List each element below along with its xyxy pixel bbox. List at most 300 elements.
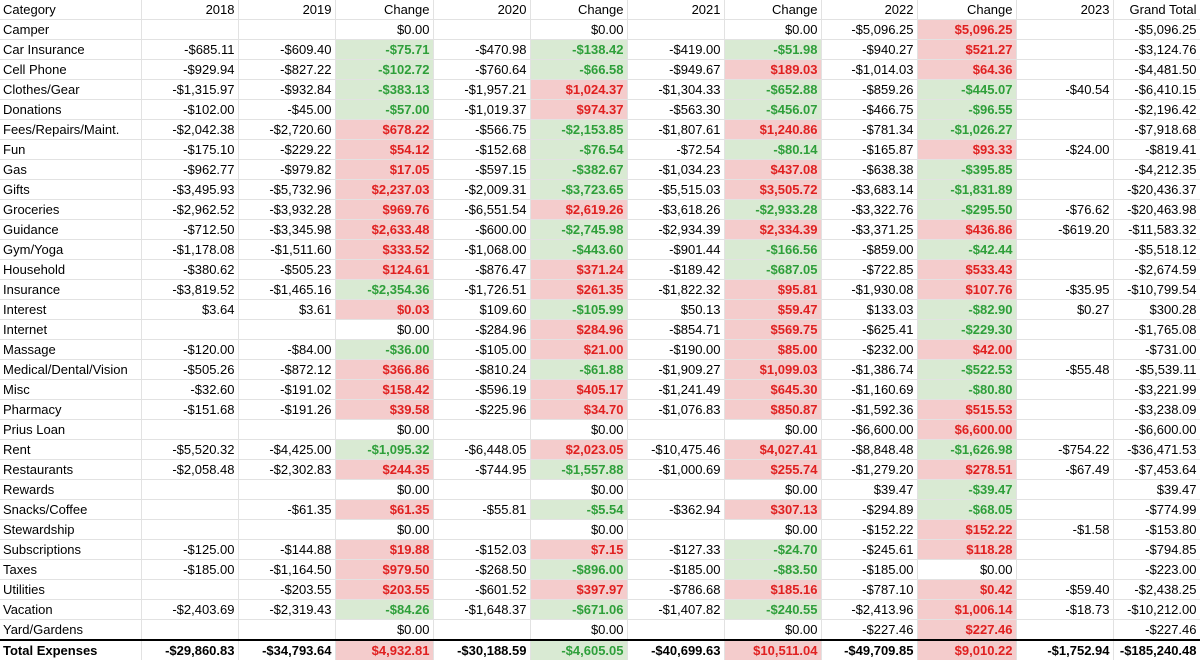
value-cell[interactable]: [1016, 260, 1113, 280]
change-cell[interactable]: -$57.00: [335, 100, 433, 120]
value-cell[interactable]: -$3,618.26: [627, 200, 724, 220]
value-cell[interactable]: $39.47: [1113, 480, 1200, 500]
column-header[interactable]: 2023: [1016, 0, 1113, 20]
value-cell[interactable]: $3.64: [141, 300, 238, 320]
change-cell[interactable]: $405.17: [530, 380, 627, 400]
change-cell[interactable]: $437.08: [724, 160, 821, 180]
value-cell[interactable]: -$245.61: [821, 540, 917, 560]
value-cell[interactable]: -$185,240.48: [1113, 640, 1200, 660]
value-cell[interactable]: -$1,019.37: [433, 100, 530, 120]
value-cell[interactable]: -$1,164.50: [238, 560, 335, 580]
change-cell[interactable]: $333.52: [335, 240, 433, 260]
value-cell[interactable]: -$67.49: [1016, 460, 1113, 480]
value-cell[interactable]: -$20,436.37: [1113, 180, 1200, 200]
change-cell[interactable]: -$68.05: [917, 500, 1016, 520]
change-cell[interactable]: $54.12: [335, 140, 433, 160]
value-cell[interactable]: -$61.35: [238, 500, 335, 520]
value-cell[interactable]: [627, 620, 724, 641]
column-header[interactable]: Change: [917, 0, 1016, 20]
value-cell[interactable]: [141, 320, 238, 340]
change-cell[interactable]: -$2,933.28: [724, 200, 821, 220]
value-cell[interactable]: -$203.55: [238, 580, 335, 600]
change-cell[interactable]: $1,024.37: [530, 80, 627, 100]
value-cell[interactable]: [1016, 160, 1113, 180]
value-cell[interactable]: -$191.26: [238, 400, 335, 420]
value-cell[interactable]: [1016, 240, 1113, 260]
change-cell[interactable]: $0.00: [917, 560, 1016, 580]
value-cell[interactable]: -$1.58: [1016, 520, 1113, 540]
value-cell[interactable]: -$232.00: [821, 340, 917, 360]
value-cell[interactable]: -$5,096.25: [821, 20, 917, 40]
change-cell[interactable]: $19.88: [335, 540, 433, 560]
value-cell[interactable]: -$3,371.25: [821, 220, 917, 240]
value-cell[interactable]: -$7,453.64: [1113, 460, 1200, 480]
value-cell[interactable]: [1016, 320, 1113, 340]
value-cell[interactable]: -$619.20: [1016, 220, 1113, 240]
value-cell[interactable]: [1016, 540, 1113, 560]
change-cell[interactable]: -$671.06: [530, 600, 627, 620]
category-cell[interactable]: Household: [0, 260, 141, 280]
value-cell[interactable]: -$1,241.49: [627, 380, 724, 400]
change-cell[interactable]: -$456.07: [724, 100, 821, 120]
change-cell[interactable]: $678.22: [335, 120, 433, 140]
value-cell[interactable]: $109.60: [433, 300, 530, 320]
change-cell[interactable]: -$1,626.98: [917, 440, 1016, 460]
change-cell[interactable]: -$522.53: [917, 360, 1016, 380]
value-cell[interactable]: [238, 20, 335, 40]
value-cell[interactable]: -$466.75: [821, 100, 917, 120]
value-cell[interactable]: -$6,600.00: [821, 420, 917, 440]
value-cell[interactable]: -$3,238.09: [1113, 400, 1200, 420]
value-cell[interactable]: -$151.68: [141, 400, 238, 420]
value-cell[interactable]: [1016, 420, 1113, 440]
change-cell[interactable]: -$382.67: [530, 160, 627, 180]
change-cell[interactable]: -$2,153.85: [530, 120, 627, 140]
value-cell[interactable]: -$7,918.68: [1113, 120, 1200, 140]
column-header[interactable]: 2019: [238, 0, 335, 20]
change-cell[interactable]: $0.03: [335, 300, 433, 320]
value-cell[interactable]: -$3,683.14: [821, 180, 917, 200]
change-cell[interactable]: $0.00: [335, 480, 433, 500]
value-cell[interactable]: -$600.00: [433, 220, 530, 240]
category-cell[interactable]: Clothes/Gear: [0, 80, 141, 100]
value-cell[interactable]: -$40,699.63: [627, 640, 724, 660]
value-cell[interactable]: -$3,932.28: [238, 200, 335, 220]
change-cell[interactable]: $969.76: [335, 200, 433, 220]
value-cell[interactable]: -$827.22: [238, 60, 335, 80]
value-cell[interactable]: -$229.22: [238, 140, 335, 160]
column-header[interactable]: Change: [335, 0, 433, 20]
value-cell[interactable]: -$2,720.60: [238, 120, 335, 140]
value-cell[interactable]: -$102.00: [141, 100, 238, 120]
value-cell[interactable]: -$3,322.76: [821, 200, 917, 220]
value-cell[interactable]: -$505.23: [238, 260, 335, 280]
value-cell[interactable]: -$18.73: [1016, 600, 1113, 620]
change-cell[interactable]: $1,099.03: [724, 360, 821, 380]
column-header[interactable]: Change: [724, 0, 821, 20]
change-cell[interactable]: $645.30: [724, 380, 821, 400]
category-cell[interactable]: Restaurants: [0, 460, 141, 480]
value-cell[interactable]: -$1,279.20: [821, 460, 917, 480]
value-cell[interactable]: -$859.00: [821, 240, 917, 260]
value-cell[interactable]: [1016, 40, 1113, 60]
change-cell[interactable]: $189.03: [724, 60, 821, 80]
value-cell[interactable]: -$1,386.74: [821, 360, 917, 380]
value-cell[interactable]: -$6,600.00: [1113, 420, 1200, 440]
value-cell[interactable]: [238, 420, 335, 440]
value-cell[interactable]: -$59.40: [1016, 580, 1113, 600]
change-cell[interactable]: $0.00: [335, 520, 433, 540]
value-cell[interactable]: [433, 20, 530, 40]
change-cell[interactable]: -$2,745.98: [530, 220, 627, 240]
value-cell[interactable]: -$35.95: [1016, 280, 1113, 300]
change-cell[interactable]: $521.27: [917, 40, 1016, 60]
value-cell[interactable]: -$6,551.54: [433, 200, 530, 220]
change-cell[interactable]: -$443.60: [530, 240, 627, 260]
value-cell[interactable]: -$152.68: [433, 140, 530, 160]
change-cell[interactable]: $124.61: [335, 260, 433, 280]
value-cell[interactable]: -$36,471.53: [1113, 440, 1200, 460]
change-cell[interactable]: $979.50: [335, 560, 433, 580]
value-cell[interactable]: [141, 480, 238, 500]
value-cell[interactable]: -$786.68: [627, 580, 724, 600]
value-cell[interactable]: [433, 420, 530, 440]
value-cell[interactable]: [141, 20, 238, 40]
category-cell[interactable]: Rewards: [0, 480, 141, 500]
change-cell[interactable]: $0.00: [724, 420, 821, 440]
value-cell[interactable]: -$3,124.76: [1113, 40, 1200, 60]
category-cell[interactable]: Fun: [0, 140, 141, 160]
value-cell[interactable]: -$638.38: [821, 160, 917, 180]
value-cell[interactable]: -$3,495.93: [141, 180, 238, 200]
category-cell[interactable]: Pharmacy: [0, 400, 141, 420]
change-cell[interactable]: -$896.00: [530, 560, 627, 580]
change-cell[interactable]: $569.75: [724, 320, 821, 340]
change-cell[interactable]: $185.16: [724, 580, 821, 600]
value-cell[interactable]: -$153.80: [1113, 520, 1200, 540]
value-cell[interactable]: -$268.50: [433, 560, 530, 580]
value-cell[interactable]: [238, 480, 335, 500]
value-cell[interactable]: -$1,068.00: [433, 240, 530, 260]
value-cell[interactable]: -$1,014.03: [821, 60, 917, 80]
value-cell[interactable]: -$810.24: [433, 360, 530, 380]
value-cell[interactable]: -$6,410.15: [1113, 80, 1200, 100]
value-cell[interactable]: -$2,042.38: [141, 120, 238, 140]
change-cell[interactable]: -$82.90: [917, 300, 1016, 320]
value-cell[interactable]: -$125.00: [141, 540, 238, 560]
change-cell[interactable]: -$5.54: [530, 500, 627, 520]
change-cell[interactable]: -$652.88: [724, 80, 821, 100]
category-cell[interactable]: Camper: [0, 20, 141, 40]
value-cell[interactable]: -$4,212.35: [1113, 160, 1200, 180]
change-cell[interactable]: -$84.26: [335, 600, 433, 620]
value-cell[interactable]: [1016, 560, 1113, 580]
value-cell[interactable]: -$932.84: [238, 80, 335, 100]
value-cell[interactable]: -$34,793.64: [238, 640, 335, 660]
value-cell[interactable]: -$4,481.50: [1113, 60, 1200, 80]
value-cell[interactable]: -$1,765.08: [1113, 320, 1200, 340]
value-cell[interactable]: -$144.88: [238, 540, 335, 560]
category-cell[interactable]: Interest: [0, 300, 141, 320]
change-cell[interactable]: $278.51: [917, 460, 1016, 480]
value-cell[interactable]: -$185.00: [821, 560, 917, 580]
value-cell[interactable]: -$2,674.59: [1113, 260, 1200, 280]
value-cell[interactable]: -$2,438.25: [1113, 580, 1200, 600]
value-cell[interactable]: -$940.27: [821, 40, 917, 60]
change-cell[interactable]: $5,096.25: [917, 20, 1016, 40]
value-cell[interactable]: -$3,221.99: [1113, 380, 1200, 400]
column-header[interactable]: Change: [530, 0, 627, 20]
value-cell[interactable]: -$563.30: [627, 100, 724, 120]
change-cell[interactable]: -$395.85: [917, 160, 1016, 180]
value-cell[interactable]: -$1,752.94: [1016, 640, 1113, 660]
value-cell[interactable]: [627, 20, 724, 40]
value-cell[interactable]: -$731.00: [1113, 340, 1200, 360]
value-cell[interactable]: -$1,304.33: [627, 80, 724, 100]
value-cell[interactable]: [141, 620, 238, 641]
value-cell[interactable]: $0.27: [1016, 300, 1113, 320]
change-cell[interactable]: -$1,831.89: [917, 180, 1016, 200]
value-cell[interactable]: -$10,799.54: [1113, 280, 1200, 300]
value-cell[interactable]: -$29,860.83: [141, 640, 238, 660]
value-cell[interactable]: -$152.03: [433, 540, 530, 560]
value-cell[interactable]: [141, 500, 238, 520]
change-cell[interactable]: $0.00: [335, 320, 433, 340]
value-cell[interactable]: -$120.00: [141, 340, 238, 360]
change-cell[interactable]: $0.00: [335, 420, 433, 440]
change-cell[interactable]: -$229.30: [917, 320, 1016, 340]
change-cell[interactable]: -$36.00: [335, 340, 433, 360]
change-cell[interactable]: $107.76: [917, 280, 1016, 300]
value-cell[interactable]: [238, 520, 335, 540]
value-cell[interactable]: -$3,345.98: [238, 220, 335, 240]
change-cell[interactable]: -$3,723.65: [530, 180, 627, 200]
change-cell[interactable]: $397.97: [530, 580, 627, 600]
value-cell[interactable]: -$2,319.43: [238, 600, 335, 620]
change-cell[interactable]: $307.13: [724, 500, 821, 520]
value-cell[interactable]: -$5,515.03: [627, 180, 724, 200]
value-cell[interactable]: -$10,212.00: [1113, 600, 1200, 620]
value-cell[interactable]: -$419.00: [627, 40, 724, 60]
change-cell[interactable]: $2,619.26: [530, 200, 627, 220]
value-cell[interactable]: -$189.42: [627, 260, 724, 280]
value-cell[interactable]: [433, 520, 530, 540]
change-cell[interactable]: -$51.98: [724, 40, 821, 60]
value-cell[interactable]: -$601.52: [433, 580, 530, 600]
value-cell[interactable]: -$1,465.16: [238, 280, 335, 300]
value-cell[interactable]: -$962.77: [141, 160, 238, 180]
change-cell[interactable]: -$39.47: [917, 480, 1016, 500]
value-cell[interactable]: [627, 520, 724, 540]
change-cell[interactable]: $255.74: [724, 460, 821, 480]
category-cell[interactable]: Subscriptions: [0, 540, 141, 560]
change-cell[interactable]: -$2,354.36: [335, 280, 433, 300]
value-cell[interactable]: -$284.96: [433, 320, 530, 340]
change-cell[interactable]: $1,240.86: [724, 120, 821, 140]
value-cell[interactable]: -$2,196.42: [1113, 100, 1200, 120]
value-cell[interactable]: -$2,302.83: [238, 460, 335, 480]
value-cell[interactable]: -$794.85: [1113, 540, 1200, 560]
value-cell[interactable]: -$2,009.31: [433, 180, 530, 200]
value-cell[interactable]: [141, 580, 238, 600]
value-cell[interactable]: -$609.40: [238, 40, 335, 60]
change-cell[interactable]: $10,511.04: [724, 640, 821, 660]
change-cell[interactable]: -$75.71: [335, 40, 433, 60]
value-cell[interactable]: -$625.41: [821, 320, 917, 340]
value-cell[interactable]: -$72.54: [627, 140, 724, 160]
value-cell[interactable]: -$45.00: [238, 100, 335, 120]
value-cell[interactable]: [1016, 20, 1113, 40]
value-cell[interactable]: -$505.26: [141, 360, 238, 380]
change-cell[interactable]: $3,505.72: [724, 180, 821, 200]
change-cell[interactable]: -$4,605.05: [530, 640, 627, 660]
value-cell[interactable]: -$127.33: [627, 540, 724, 560]
value-cell[interactable]: [1016, 380, 1113, 400]
change-cell[interactable]: $85.00: [724, 340, 821, 360]
value-cell[interactable]: -$165.87: [821, 140, 917, 160]
change-cell[interactable]: -$76.54: [530, 140, 627, 160]
value-cell[interactable]: -$5,096.25: [1113, 20, 1200, 40]
category-cell[interactable]: Utilities: [0, 580, 141, 600]
change-cell[interactable]: $371.24: [530, 260, 627, 280]
value-cell[interactable]: -$1,592.36: [821, 400, 917, 420]
value-cell[interactable]: $133.03: [821, 300, 917, 320]
value-cell[interactable]: -$185.00: [627, 560, 724, 580]
value-cell[interactable]: -$11,583.32: [1113, 220, 1200, 240]
value-cell[interactable]: -$754.22: [1016, 440, 1113, 460]
change-cell[interactable]: $227.46: [917, 620, 1016, 641]
change-cell[interactable]: -$295.50: [917, 200, 1016, 220]
change-cell[interactable]: $974.37: [530, 100, 627, 120]
category-cell[interactable]: Gifts: [0, 180, 141, 200]
change-cell[interactable]: $42.00: [917, 340, 1016, 360]
value-cell[interactable]: -$4,425.00: [238, 440, 335, 460]
value-cell[interactable]: -$55.48: [1016, 360, 1113, 380]
value-cell[interactable]: -$175.10: [141, 140, 238, 160]
value-cell[interactable]: [627, 480, 724, 500]
category-cell[interactable]: Gas: [0, 160, 141, 180]
change-cell[interactable]: $2,334.39: [724, 220, 821, 240]
change-cell[interactable]: -$80.14: [724, 140, 821, 160]
change-cell[interactable]: $0.00: [724, 20, 821, 40]
value-cell[interactable]: [627, 420, 724, 440]
change-cell[interactable]: -$61.88: [530, 360, 627, 380]
value-cell[interactable]: -$5,520.32: [141, 440, 238, 460]
value-cell[interactable]: -$49,709.85: [821, 640, 917, 660]
change-cell[interactable]: -$1,095.32: [335, 440, 433, 460]
value-cell[interactable]: -$1,315.97: [141, 80, 238, 100]
change-cell[interactable]: $2,237.03: [335, 180, 433, 200]
change-cell[interactable]: $152.22: [917, 520, 1016, 540]
value-cell[interactable]: -$105.00: [433, 340, 530, 360]
value-cell[interactable]: -$1,726.51: [433, 280, 530, 300]
value-cell[interactable]: -$2,413.96: [821, 600, 917, 620]
change-cell[interactable]: $7.15: [530, 540, 627, 560]
value-cell[interactable]: [1016, 120, 1113, 140]
value-cell[interactable]: -$191.02: [238, 380, 335, 400]
value-cell[interactable]: -$979.82: [238, 160, 335, 180]
change-cell[interactable]: -$166.56: [724, 240, 821, 260]
value-cell[interactable]: -$40.54: [1016, 80, 1113, 100]
change-cell[interactable]: $34.70: [530, 400, 627, 420]
value-cell[interactable]: [141, 420, 238, 440]
category-cell[interactable]: Vacation: [0, 600, 141, 620]
change-cell[interactable]: $244.35: [335, 460, 433, 480]
category-cell[interactable]: Misc: [0, 380, 141, 400]
column-header[interactable]: 2018: [141, 0, 238, 20]
category-cell[interactable]: Yard/Gardens: [0, 620, 141, 641]
category-cell[interactable]: Prius Loan: [0, 420, 141, 440]
value-cell[interactable]: -$1,822.32: [627, 280, 724, 300]
change-cell[interactable]: $59.47: [724, 300, 821, 320]
category-cell[interactable]: Donations: [0, 100, 141, 120]
change-cell[interactable]: -$80.80: [917, 380, 1016, 400]
change-cell[interactable]: $0.00: [530, 520, 627, 540]
change-cell[interactable]: $21.00: [530, 340, 627, 360]
value-cell[interactable]: -$1,160.69: [821, 380, 917, 400]
value-cell[interactable]: -$760.64: [433, 60, 530, 80]
value-cell[interactable]: [1016, 400, 1113, 420]
change-cell[interactable]: $118.28: [917, 540, 1016, 560]
value-cell[interactable]: -$5,539.11: [1113, 360, 1200, 380]
change-cell[interactable]: $850.87: [724, 400, 821, 420]
value-cell[interactable]: -$781.34: [821, 120, 917, 140]
change-cell[interactable]: $4,027.41: [724, 440, 821, 460]
change-cell[interactable]: -$96.55: [917, 100, 1016, 120]
change-cell[interactable]: -$66.58: [530, 60, 627, 80]
value-cell[interactable]: [1016, 500, 1113, 520]
change-cell[interactable]: $9,010.22: [917, 640, 1016, 660]
category-cell[interactable]: Snacks/Coffee: [0, 500, 141, 520]
value-cell[interactable]: -$929.94: [141, 60, 238, 80]
value-cell[interactable]: [433, 620, 530, 641]
change-cell[interactable]: $17.05: [335, 160, 433, 180]
value-cell[interactable]: -$1,807.61: [627, 120, 724, 140]
change-cell[interactable]: $0.00: [530, 620, 627, 641]
change-cell[interactable]: $1,006.14: [917, 600, 1016, 620]
change-cell[interactable]: -$1,557.88: [530, 460, 627, 480]
total-label-cell[interactable]: Total Expenses: [0, 640, 141, 660]
change-cell[interactable]: -$102.72: [335, 60, 433, 80]
column-header[interactable]: 2022: [821, 0, 917, 20]
change-cell[interactable]: $39.58: [335, 400, 433, 420]
change-cell[interactable]: $64.36: [917, 60, 1016, 80]
value-cell[interactable]: [1016, 620, 1113, 641]
value-cell[interactable]: -$5,732.96: [238, 180, 335, 200]
value-cell[interactable]: $39.47: [821, 480, 917, 500]
value-cell[interactable]: -$20,463.98: [1113, 200, 1200, 220]
value-cell[interactable]: -$225.96: [433, 400, 530, 420]
change-cell[interactable]: -$240.55: [724, 600, 821, 620]
category-cell[interactable]: Massage: [0, 340, 141, 360]
value-cell[interactable]: -$819.41: [1113, 140, 1200, 160]
value-cell[interactable]: -$1,957.21: [433, 80, 530, 100]
value-cell[interactable]: -$2,934.39: [627, 220, 724, 240]
category-cell[interactable]: Internet: [0, 320, 141, 340]
value-cell[interactable]: -$223.00: [1113, 560, 1200, 580]
category-cell[interactable]: Groceries: [0, 200, 141, 220]
column-header[interactable]: 2021: [627, 0, 724, 20]
change-cell[interactable]: -$24.70: [724, 540, 821, 560]
value-cell[interactable]: -$227.46: [1113, 620, 1200, 641]
value-cell[interactable]: [238, 620, 335, 641]
category-cell[interactable]: Medical/Dental/Vision: [0, 360, 141, 380]
value-cell[interactable]: -$1,407.82: [627, 600, 724, 620]
change-cell[interactable]: -$83.50: [724, 560, 821, 580]
change-cell[interactable]: $2,023.05: [530, 440, 627, 460]
value-cell[interactable]: $300.28: [1113, 300, 1200, 320]
category-cell[interactable]: Gym/Yoga: [0, 240, 141, 260]
